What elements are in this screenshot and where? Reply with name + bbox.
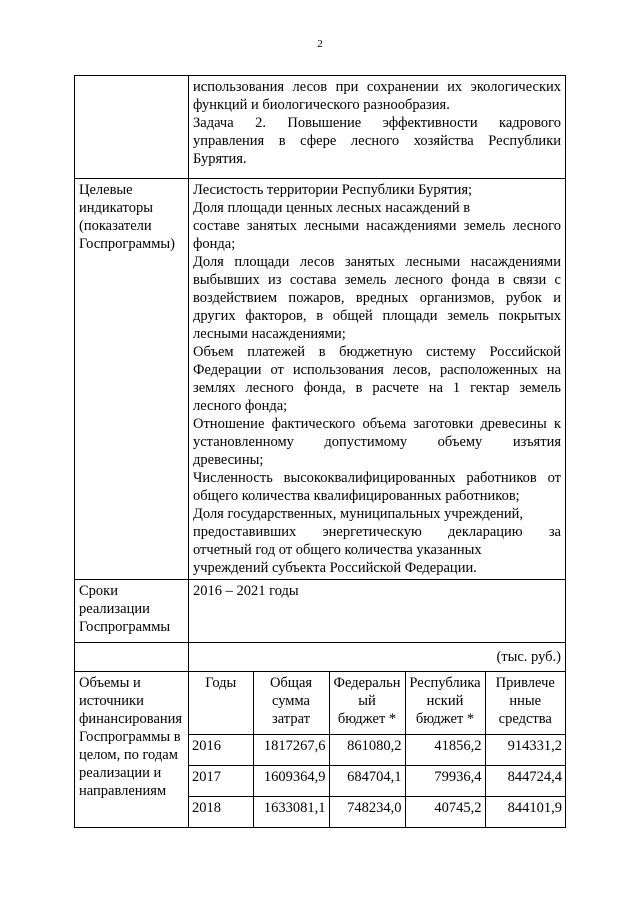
period-value: 2016 – 2021 годы xyxy=(189,580,566,643)
label-line: индикаторы xyxy=(79,200,153,216)
table-row-indicators xyxy=(75,179,566,580)
republic-cell: 79936,4 xyxy=(405,766,485,797)
text-line: других факторов, в общей площади земель покрытых xyxy=(193,308,561,324)
text-line: Доля государственных, муниципальных учреждений, xyxy=(193,506,524,522)
text-line: Бурятия. xyxy=(193,151,247,167)
text-line: древесины; xyxy=(193,452,264,468)
label-line: Госпрограммы в xyxy=(79,729,181,745)
text-line: Лесистость территории Республики Бурятия; xyxy=(193,182,473,198)
header-line: средства xyxy=(498,711,552,727)
header-line: ый xyxy=(358,693,376,709)
attracted-cell: 844101,9 xyxy=(485,797,565,828)
total-cell: 1817267,6 xyxy=(253,735,329,766)
text-line: Федерации от использования лесов, расположенных на xyxy=(193,362,561,378)
header-line: Федеральн xyxy=(333,675,401,691)
header-line: нные xyxy=(509,693,542,709)
table-row-period xyxy=(75,580,566,643)
label-line: Целевые xyxy=(79,182,133,198)
header-line: Общая xyxy=(269,675,313,691)
table-row xyxy=(189,766,565,797)
total-cell: 1633081,1 xyxy=(253,797,329,828)
text-line: Доля площади лесов занятых лесными насаждениями xyxy=(193,254,561,270)
republic-cell: 40745,2 xyxy=(405,797,485,828)
republic-cell: 41856,2 xyxy=(405,735,485,766)
label-line: Сроки xyxy=(79,583,118,599)
total-cell: 1609364,9 xyxy=(253,766,329,797)
attracted-cell: 844724,4 xyxy=(485,766,565,797)
units-label: (тыс. руб.) xyxy=(189,643,566,672)
table-row xyxy=(189,735,565,766)
continuation-text xyxy=(189,76,566,179)
text-line: предоставивших энергетическую декларацию за xyxy=(193,524,561,540)
header-line: Годы xyxy=(205,675,237,691)
text-line: установленному допустимому объему изъятия xyxy=(193,434,561,450)
label-line: реализации и xyxy=(79,765,162,781)
text-line: Объем платежей в бюджетную систему Российской xyxy=(193,344,561,360)
text-line: функций и биологического разнообразия. xyxy=(193,97,450,113)
passport-table xyxy=(74,75,566,828)
text-line: Доля площади ценных лесных насаждений в xyxy=(193,200,471,216)
text-line: управления в сфере лесного хозяйства Республики xyxy=(193,133,561,149)
text-line: учреждений субъекта Российской Федерации. xyxy=(193,560,477,576)
text-line: землях лесного фонда, в расчете на 1 гектар земель xyxy=(193,380,561,396)
text-line: отчетный год от общего количества указанных xyxy=(193,542,482,558)
year-cell: 2017 xyxy=(189,766,253,797)
text-line: Отношение фактического объема заготовки древесины к xyxy=(193,416,561,432)
text-line: лесными насаждениями; xyxy=(193,326,346,342)
header-line: бюджет * xyxy=(415,711,475,727)
label-line: целом, по годам xyxy=(79,747,178,763)
label-line: Объемы и xyxy=(79,675,141,691)
label-line: источники xyxy=(79,693,144,709)
text-line: выбывших из состава земель лесного фонда в связи с xyxy=(193,272,561,288)
attracted-cell: 914331,2 xyxy=(485,735,565,766)
table-row-finance xyxy=(75,672,566,828)
year-cell: 2018 xyxy=(189,797,253,828)
year-cell: 2016 xyxy=(189,735,253,766)
finance-label xyxy=(75,672,189,828)
header-line: Привлече xyxy=(495,675,555,691)
table-row xyxy=(189,797,565,828)
header-line: бюджет * xyxy=(337,711,397,727)
text-line: использования лесов при сохранении их экологических xyxy=(193,79,561,95)
text-line: воздействием пожаров, вредных организмов, рубок и xyxy=(193,290,561,306)
finance-table-cell xyxy=(189,672,566,828)
text-line: фонда; xyxy=(193,236,236,252)
header-line: сумма xyxy=(272,693,310,709)
finance-table xyxy=(189,672,565,827)
header-total xyxy=(253,672,329,735)
label-line: (показатели xyxy=(79,218,152,234)
federal-cell: 684704,1 xyxy=(329,766,405,797)
header-line: затрат xyxy=(272,711,310,727)
indicators-label xyxy=(75,179,189,580)
table-row-continuation xyxy=(75,76,566,179)
federal-cell: 748234,0 xyxy=(329,797,405,828)
table-row-units xyxy=(75,643,566,672)
header-republic xyxy=(405,672,485,735)
text-line: Задача 2. Повышение эффективности кадрового xyxy=(193,115,561,131)
finance-header-row xyxy=(189,672,565,735)
header-line: нский xyxy=(426,693,464,709)
label-line: финансирования xyxy=(79,711,183,727)
header-years xyxy=(189,672,253,735)
empty-label-cell xyxy=(75,643,189,672)
empty-label-cell xyxy=(75,76,189,179)
page-number: 2 xyxy=(317,38,323,50)
label-line: Госпрограммы xyxy=(79,619,171,635)
header-federal xyxy=(329,672,405,735)
period-label xyxy=(75,580,189,643)
text-line: общего количества квалифицированных работников; xyxy=(193,488,520,504)
header-line: Республика xyxy=(409,675,481,691)
text-line: лесного фонда; xyxy=(193,398,288,414)
label-line: Госпрограммы) xyxy=(79,236,175,252)
label-line: направлениям xyxy=(79,783,167,799)
header-attracted xyxy=(485,672,565,735)
indicators-text xyxy=(189,179,566,580)
text-line: Численность высококвалифицированных работников от xyxy=(193,470,561,486)
text-line: составе занятых лесными насаждениями земель лесного xyxy=(193,218,561,234)
label-line: реализации xyxy=(79,601,150,617)
federal-cell: 861080,2 xyxy=(329,735,405,766)
